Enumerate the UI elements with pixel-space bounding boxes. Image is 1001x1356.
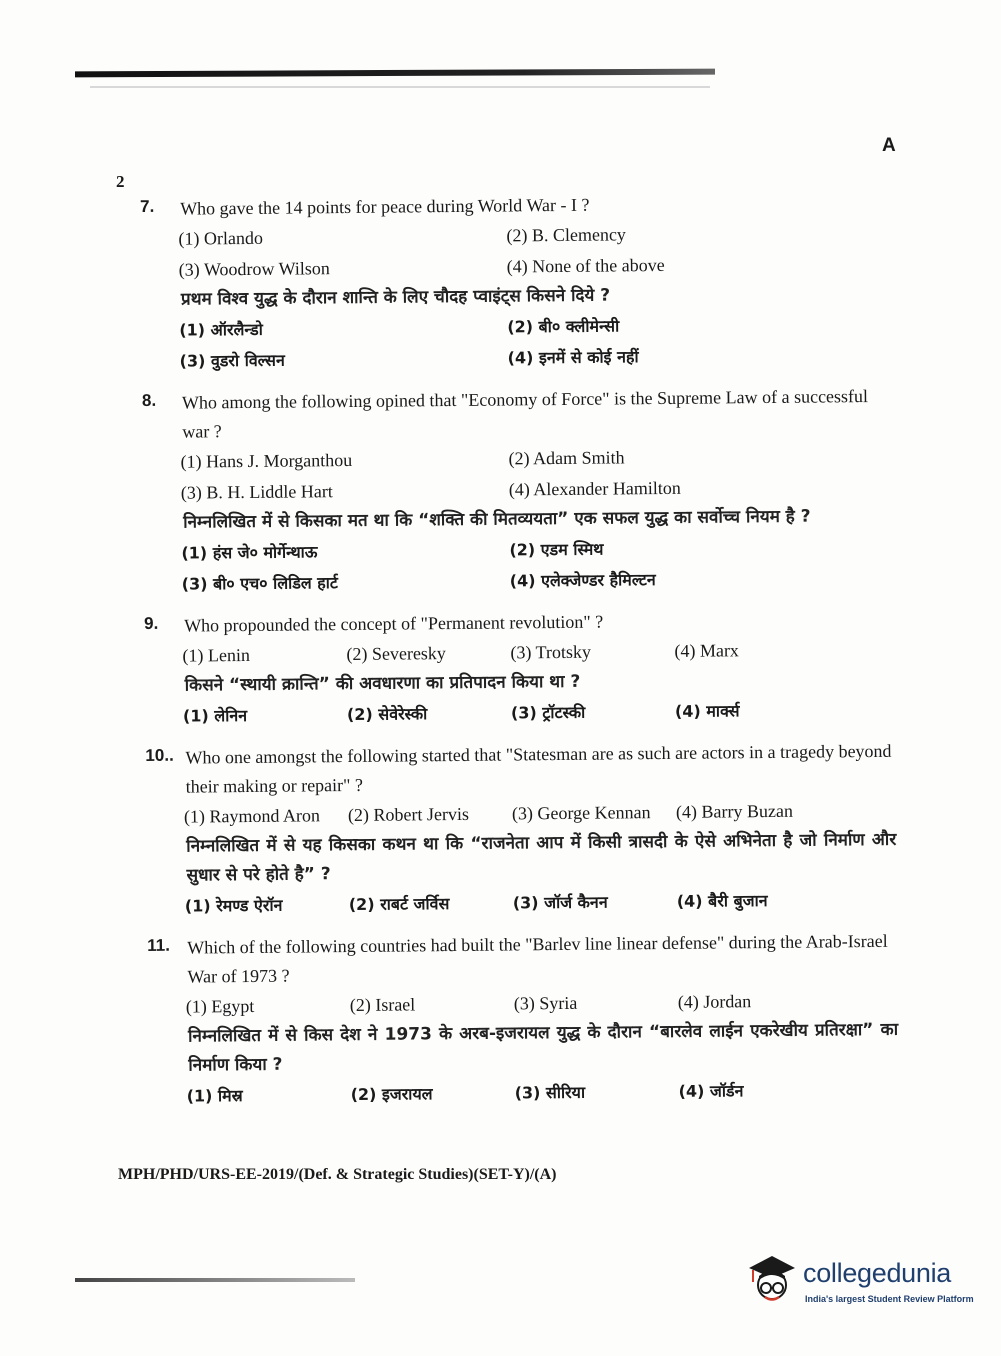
question-8 [142, 382, 894, 600]
question-text-hi: निम्नलिखित में से किस देश ने 1973 के अरब-इजरायल युद्ध के दौरान “बारलेव लाईन एकरेखीय प्रतिरक्षा” का निर्माण किया ? [187, 1019, 899, 1076]
paper-code: MPH/PHD/URS-EE-2019/(Def. & Strategic Studies)(SET-Y)/(A) [118, 1166, 557, 1183]
option: (1) लेनिन [182, 705, 248, 726]
question-text-en: Who propounded the concept of "Permanent revolution" ? [184, 611, 604, 636]
option: (4) मार्क्स [674, 701, 740, 721]
question-text-hi: निम्नलिखित में से यह किसका कथन था कि “राजनेता आप में किसी त्रासदी के ऐसे अभिनेता है जो निर्माण और सुधार से परे होते है” ? [186, 829, 897, 886]
option: (4) बैरी बुजान [676, 891, 768, 911]
option: (2) Severesky [346, 643, 446, 665]
question-number: 9. [144, 613, 159, 633]
option: (1) Raymond Aron [183, 805, 321, 827]
option: (3) Syria [513, 992, 578, 1014]
question-9 [144, 605, 895, 732]
question-7 [140, 188, 892, 377]
options-hi [179, 308, 892, 377]
option: (2) B. Clemency [506, 224, 626, 246]
question-11 [147, 927, 899, 1112]
option: (4) Alexander Hamilton [508, 477, 681, 500]
question-text-en: Who gave the 14 points for peace during World War - I ? [180, 194, 590, 219]
option: (4) Jordan [677, 991, 752, 1012]
question-number: 8. [141, 390, 157, 410]
option: (1) मिस्र [186, 1086, 243, 1106]
option: (3) सीरिया [514, 1082, 586, 1103]
brand-name: collegedunia [803, 1258, 952, 1288]
option: (3) B. H. Liddle Hart [180, 481, 333, 503]
question-list [140, 188, 899, 1124]
option: (4) इनमें से कोई नहीं [507, 347, 639, 368]
option: (4) Barry Buzan [675, 800, 794, 822]
option: (1) Egypt [185, 995, 255, 1017]
question-number: 7. [140, 196, 155, 216]
option: (4) None of the above [506, 254, 665, 277]
option: (2) Robert Jervis [347, 803, 470, 826]
option: (2) Israel [349, 994, 416, 1016]
option: (1) Lenin [182, 644, 251, 666]
question-text-hi: प्रथम विश्व युद्ध के दौरान शान्ति के लिए चौदह प्वाइंट्स किसने दिये ? [180, 285, 611, 310]
option: (2) सेवेरेस्की [346, 704, 428, 725]
option: (4) एलेक्जेण्डर हैमिल्टन [509, 570, 656, 591]
option: (3) Trotsky [510, 641, 592, 663]
collegedunia-watermark [745, 1252, 975, 1312]
options-hi [187, 1074, 899, 1112]
option: (2) इजरायल [350, 1084, 433, 1105]
options-hi [181, 531, 894, 600]
option: (2) एडम स्मिथ [509, 539, 604, 560]
option: (4) Marx [674, 640, 739, 661]
options-hi [185, 884, 897, 922]
option: (3) Woodrow Wilson [178, 258, 330, 280]
page-number: 2 [116, 172, 125, 191]
option: (4) जॉर्डन [678, 1081, 744, 1101]
option: (3) George Kennan [511, 802, 651, 824]
bottom-rule [75, 1278, 355, 1282]
option: (2) Adam Smith [508, 447, 625, 469]
option: (2) राबर्ट जर्विस [348, 894, 450, 915]
option: (3) वुडरो विल्सन [179, 350, 285, 371]
option: (1) रेमण्ड ऐरॉन [184, 895, 283, 916]
question-number: 11. [147, 935, 170, 955]
question-text-en: Which of the following countries had built the "Barlev line linear defense" during the Arab-Israel War of 1973 ? [187, 930, 888, 987]
options-hi [183, 694, 895, 732]
question-number: 10.. [145, 745, 174, 765]
option: (1) हंस जे० मोर्गेन्थाऊ [181, 542, 318, 563]
option: (2) बी० क्लीमेन्सी [507, 316, 620, 337]
question-text-hi: किसने “स्थायी क्रान्ति” की अवधारणा का प्रतिपादन किया था ? [184, 671, 581, 696]
question-text-hi: निम्नलिखित में से किसका मत था कि “शक्ति की मितव्ययता” एक सफल युद्ध का सर्वोच्च नियम है ? [183, 506, 811, 533]
set-letter: A [882, 135, 896, 156]
option: (3) ट्रॉटस्की [510, 702, 586, 723]
option: (1) ऑरलैन्डो [179, 319, 263, 340]
brand-tagline: India's largest Student Review Platform [805, 1294, 974, 1304]
option: (1) Orlando [178, 227, 263, 249]
collegedunia-mascot-icon [745, 1252, 799, 1308]
top-rule-faint [90, 86, 710, 88]
question-10 [145, 737, 897, 922]
option: (3) जॉर्ज कैनन [512, 892, 608, 913]
options-en [178, 217, 891, 286]
question-text-en: Who among the following opined that "Economy of Force" is the Supreme Law of a successful war ? [181, 386, 869, 442]
option: (3) बी० एच० लिडिल हार्ट [181, 573, 339, 594]
question-text-en: Who one amongst the following started that "Statesman are as such are actors in a tragedy beyond their making or repair" ? [185, 740, 892, 797]
option: (1) Hans J. Morganthou [180, 449, 353, 472]
top-rule [75, 69, 715, 78]
options-en [180, 440, 893, 509]
